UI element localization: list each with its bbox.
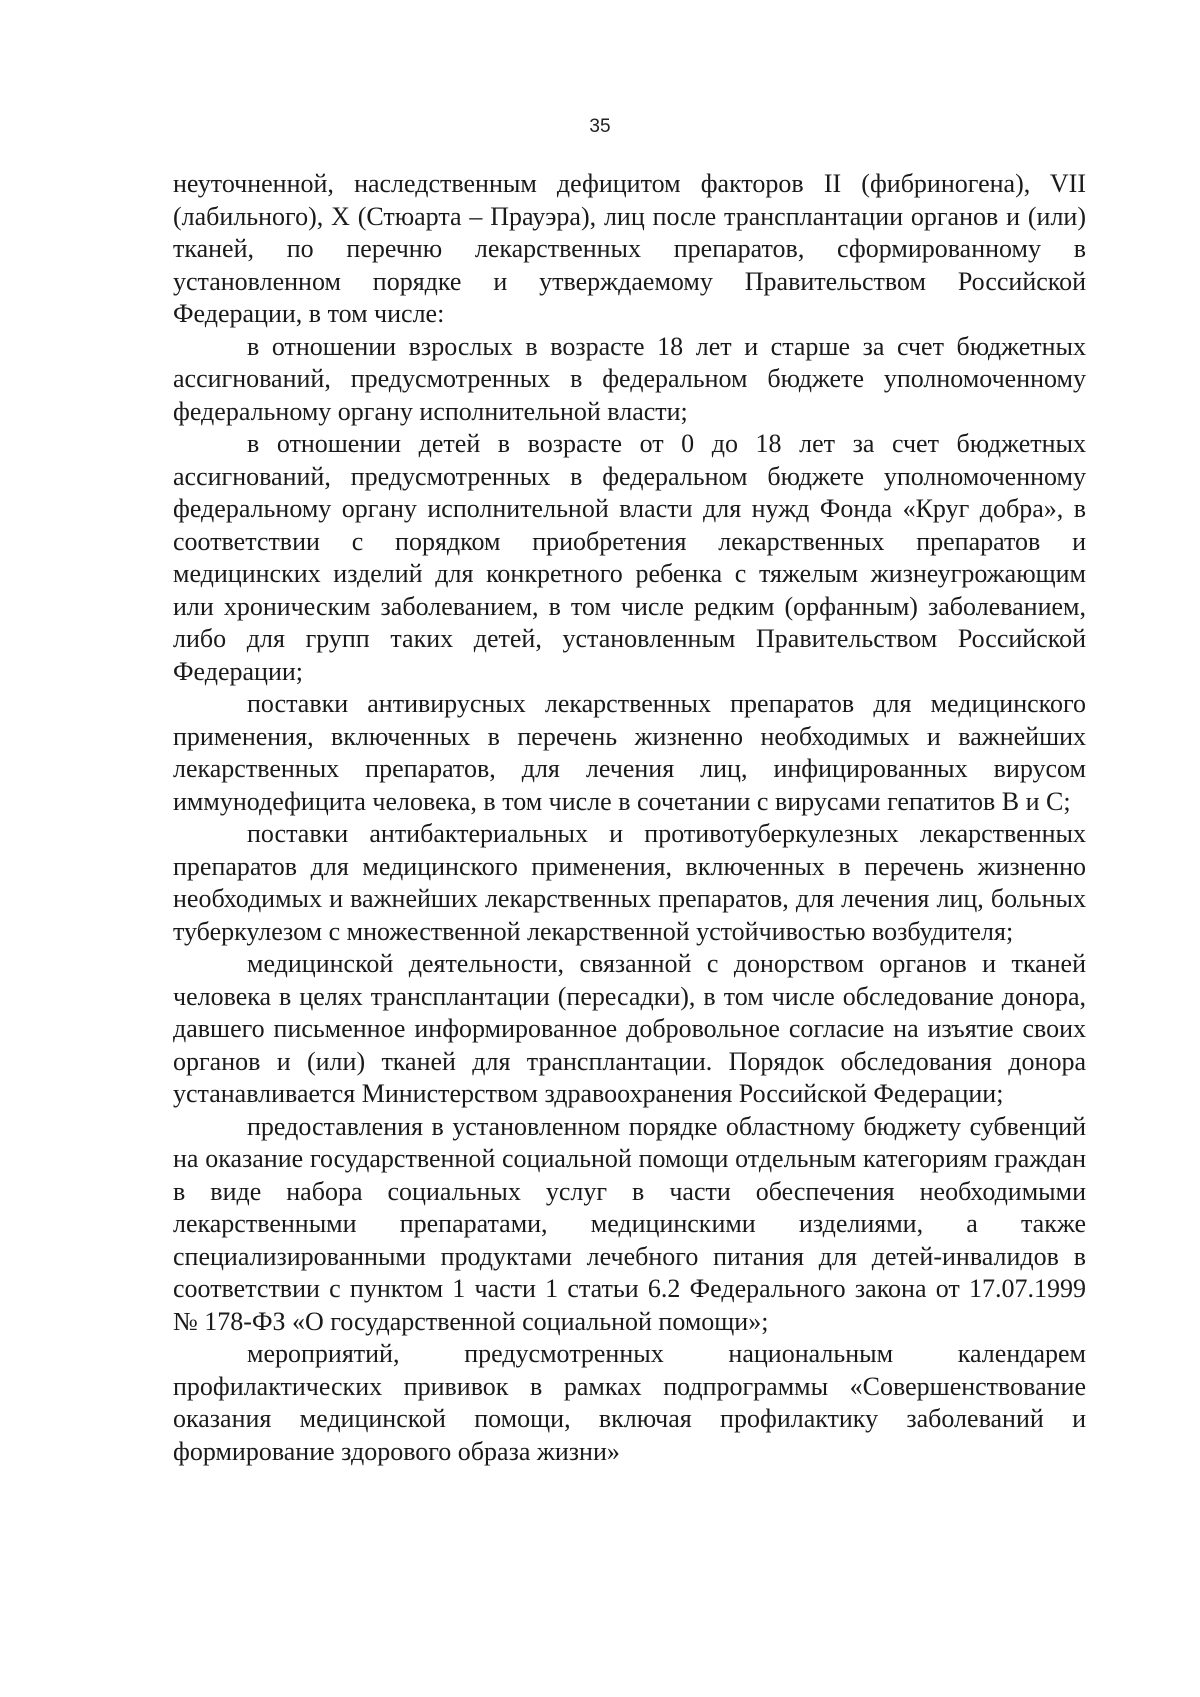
paragraph-adults: в отношении взрослых в возрасте 18 лет и старше за счет бюджетных ассигнований, предусмотренных в федеральном бюджете уполномоченному федеральному органу исполнительной власти; bbox=[173, 331, 1086, 426]
paragraph-children: в отношении детей в возрасте от 0 до 18 лет за счет бюджетных ассигнований, предусмотренных в федеральном бюджете уполномоченному федеральному органу исполнительной власти для нужд Фонда «Круг добра», в соответствии с порядком приобретения лекарственных препаратов и медицинских изделий для конкретного ребенка с тяжелым жизнеугрожающим или хроническим заболеванием, в том числе редким (орфанным) заболеванием, либо для групп таких детей, установленным Правительством Российской Федерации; bbox=[173, 429, 1086, 686]
paragraph-subventions: предоставления в установленном порядке областному бюджету субвенций на оказание государственной социальной помощи отдельным категориям граждан в виде набора социальных услуг в части обеспечения необходимыми лекарственными препаратами, медицинскими изделиями, а также специализированными продуктами лечебного питания для детей-инвалидов в соответствии с пунктом 1 части 1 статьи 6.2 Федерального закона от 17.07.1999 № 178-ФЗ «О государственной социальной помощи»; bbox=[173, 1111, 1086, 1336]
document-body bbox=[173, 168, 1086, 1468]
paragraph-antiviral: поставки антивирусных лекарственных препаратов для медицинского применения, включенных в перечень жизненно необходимых и важнейших лекарственных препаратов, для лечения лиц, инфицированных вирусом иммунодефицита человека, в том числе в сочетании с вирусами гепатитов B и C; bbox=[173, 689, 1086, 816]
paragraph-donation: медицинской деятельности, связанной с донорством органов и тканей человека в целях трансплантации (пересадки), в том числе обследование донора, давшего письменное информированное добровольное согласие на изъятие своих органов и (или) тканей для трансплантации. Порядок обследования донора устанавливается Министерством здравоохранения Российской Федерации; bbox=[173, 949, 1086, 1108]
paragraph-continuation: неуточненной, наследственным дефицитом факторов II (фибриногена), VII (лабильного), X (Стюарта – Прауэра), лиц после трансплантации органов и (или) тканей, по перечню лекарственных препаратов, сформированному в установленном порядке и утверждаемому Правительством Российской Федерации, в том числе: bbox=[173, 169, 1086, 328]
paragraph-vaccination: мероприятий, предусмотренных национальным календарем профилактических прививок в рамках подпрограммы «Совершенствование оказания медицинской помощи, включая профилактику заболеваний и формирование здорового образа жизни» bbox=[173, 1339, 1086, 1466]
page-number: 35 bbox=[589, 116, 611, 137]
paragraph-antibacterial: поставки антибактериальных и противотуберкулезных лекарственных препаратов для медицинского применения, включенных в перечень жизненно необходимых и важнейших лекарственных препаратов, для лечения лиц, больных туберкулезом с множественной лекарственной устойчивостью возбудителя; bbox=[173, 819, 1086, 946]
